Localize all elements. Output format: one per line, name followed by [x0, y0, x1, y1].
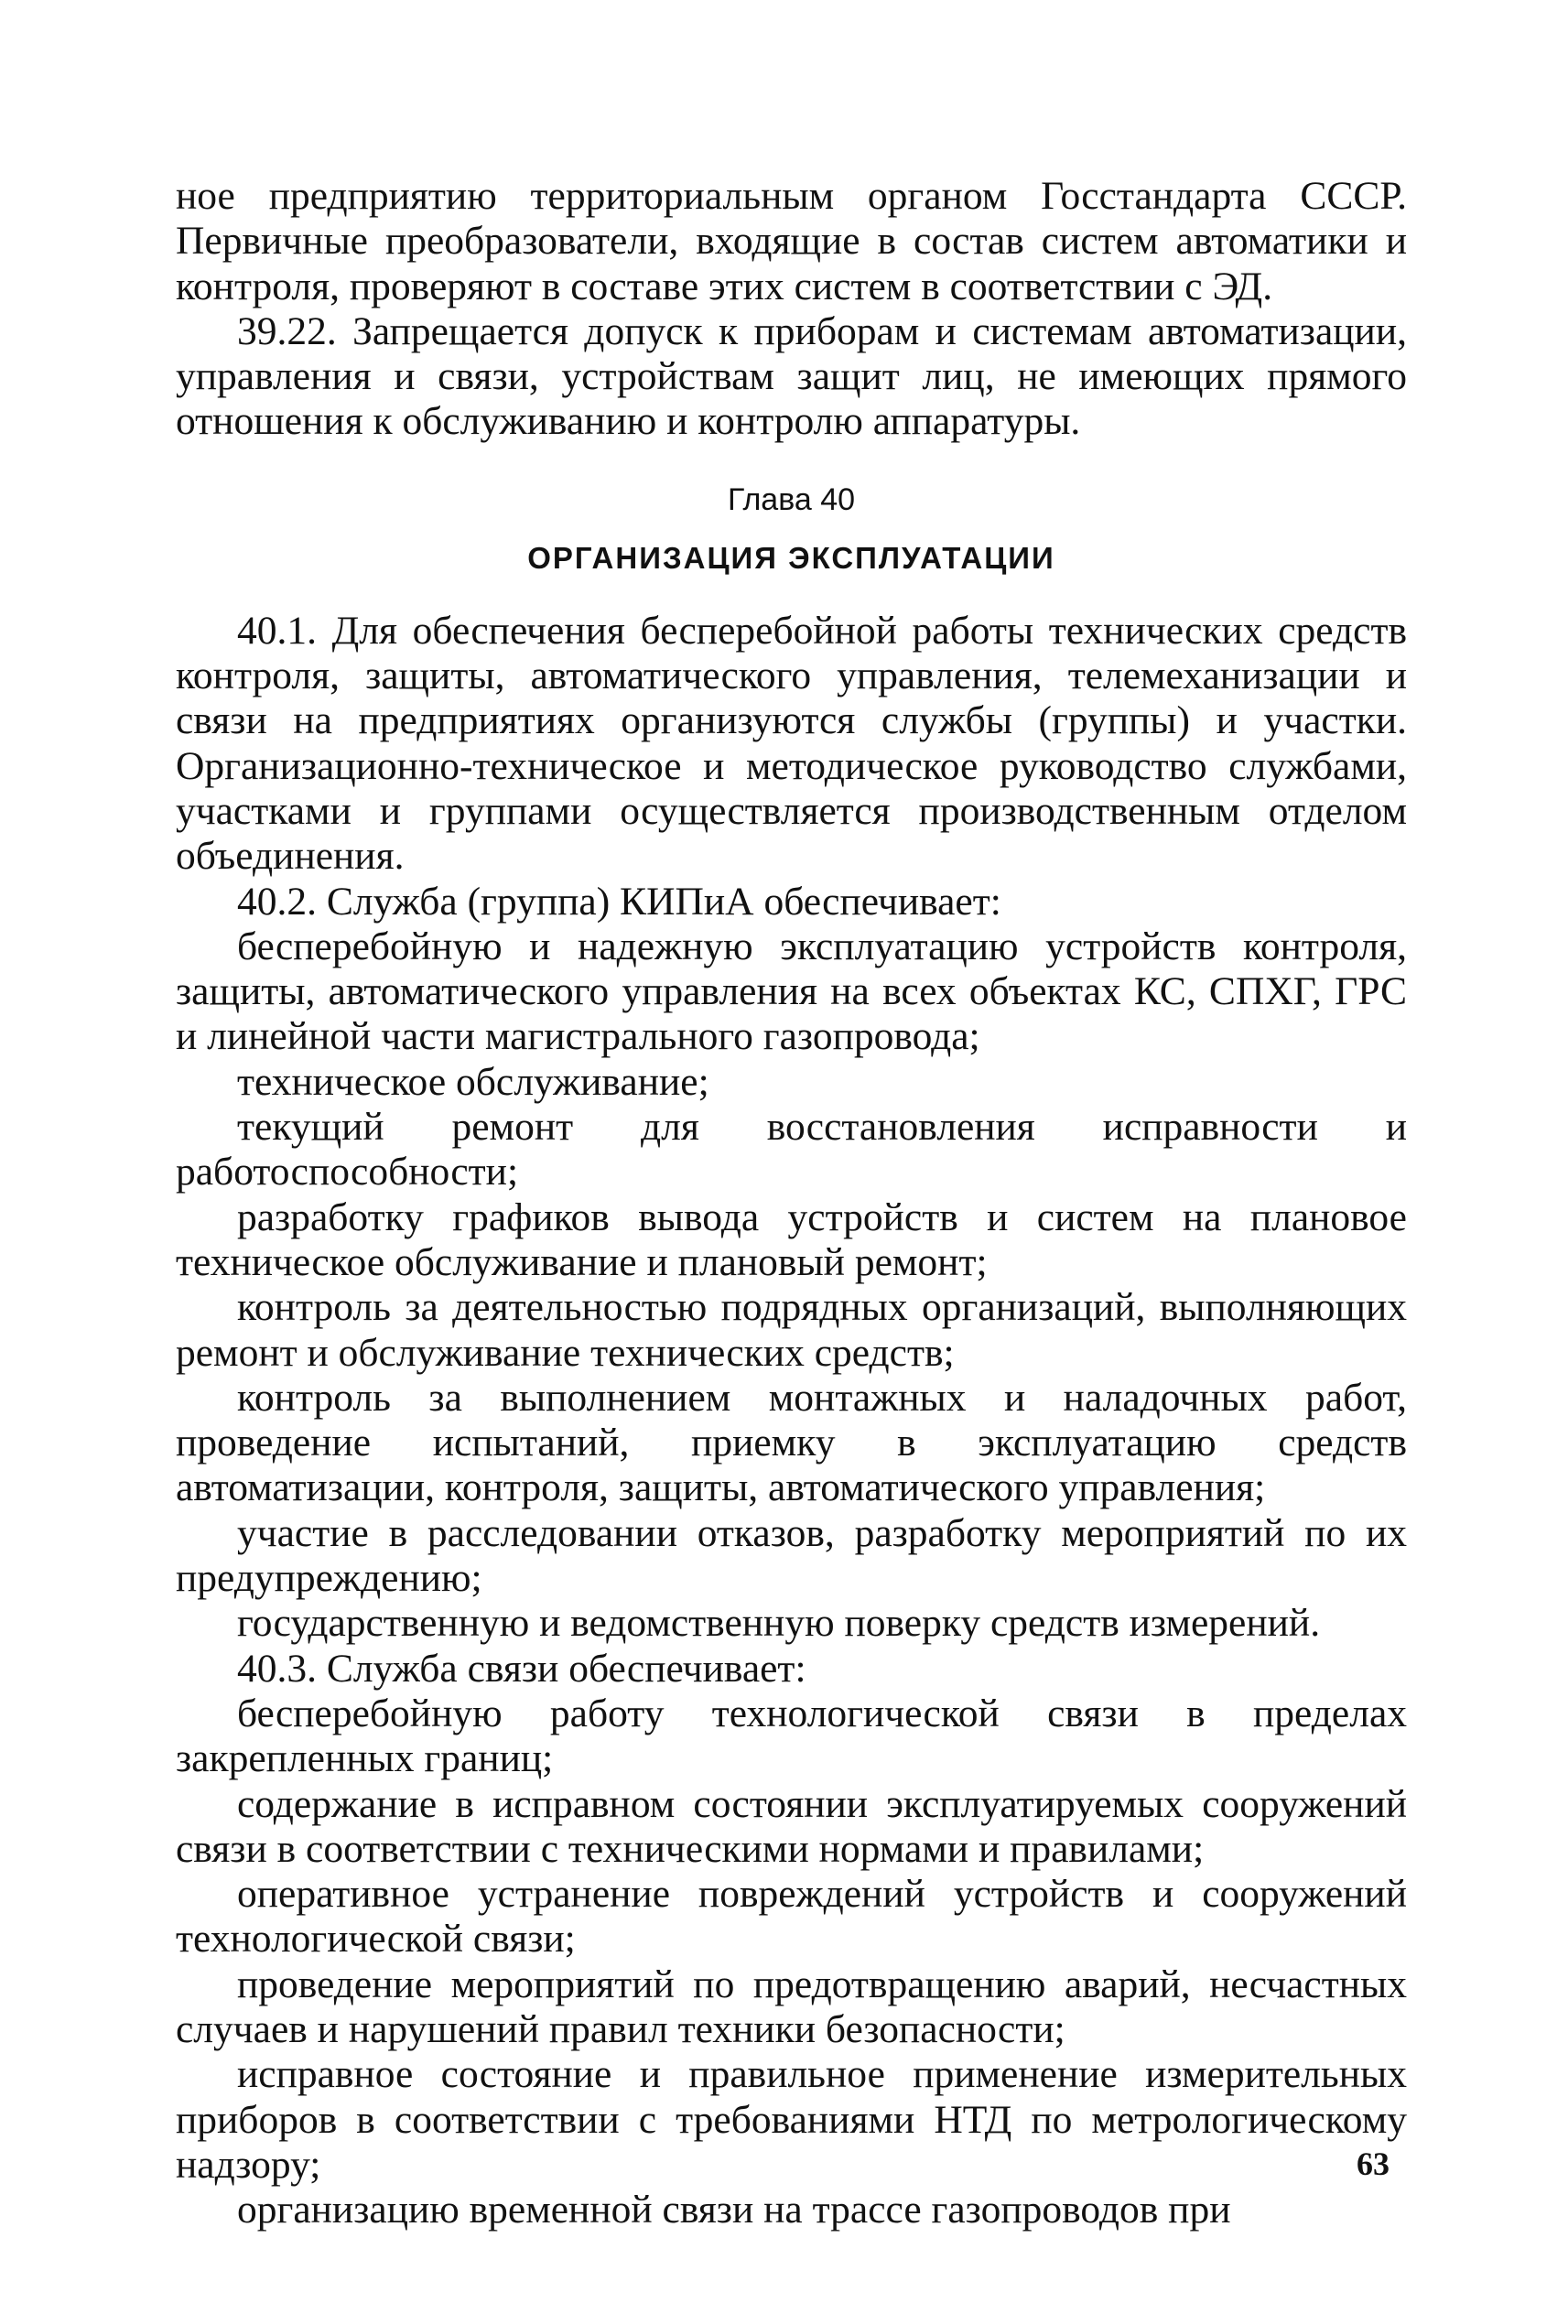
- paragraph-40-2: 40.2. Служба (группа) КИПиА обеспечивает:: [237, 879, 1001, 924]
- page-text: [176, 174, 1407, 2232]
- list-item: государственную и ведомственную поверку средств измерений.: [237, 1601, 1321, 1646]
- paragraph-39-22: 39.22. Запрещается допуск к приборам и системам автоматизации, управления и связи, устройствам защит лиц, не имеющих прямого отношения к обслуживанию и контролю аппаратуры.: [176, 308, 1407, 444]
- chapter-title: ОРГАНИЗАЦИЯ ЭКСПЛУАТАЦИИ: [527, 540, 1055, 575]
- list-item: участие в расследовании отказов, разработку мероприятий по их предупреждению;: [176, 1510, 1407, 1601]
- list-item: контроль за деятельностью подрядных организаций, выполняющих ремонт и обслуживание технических средств;: [176, 1285, 1407, 1375]
- list-item: исправное состояние и правильное применение измерительных приборов в соответствии с требованиями НТД по метрологическому надзору;: [176, 2052, 1407, 2187]
- paragraph-40-3: 40.3. Служба связи обеспечивает:: [237, 1646, 806, 1691]
- list-item: содержание в исправном состоянии эксплуатируемых сооружений связи в соответствии с техническими нормами и правилами;: [176, 1781, 1407, 1871]
- paragraph-40-1: 40.1. Для обеспечения бесперебойной работы технических средств контроля, защиты, автоматического управления, телемеханизации и связи на предприятиях организуются службы (группы) и участки. Организационно-техническое и методическое руководство службами, участками и группами осуществляется производственным отделом объединения.: [176, 608, 1407, 879]
- list-item: организацию временной связи на трассе газопроводов при: [237, 2188, 1231, 2232]
- list-item: контроль за выполнением монтажных и наладочных работ, проведение испытаний, приемку в эксплуатацию средств автоматизации, контроля, защиты, автоматического управления;: [176, 1375, 1407, 1510]
- list-item: бесперебойную и надежную эксплуатацию устройств контроля, защиты, автоматического управления на всех объектах КС, СПХГ, ГРС и линейной части магистрального газопровода;: [176, 924, 1407, 1059]
- list-item: техническое обслуживание;: [237, 1059, 709, 1104]
- list-item: проведение мероприятий по предотвращению аварий, несчастных случаев и нарушений правил техники безопасности;: [176, 1962, 1407, 2051]
- page-number: 63: [1357, 2146, 1390, 2182]
- list-item: текущий ремонт для восстановления исправности и работоспособности;: [176, 1105, 1407, 1194]
- list-item: бесперебойную работу технологической связи в пределах закрепленных границ;: [176, 1691, 1407, 1781]
- chapter-number: Глава 40: [727, 481, 856, 517]
- list-item: разработку графиков вывода устройств и систем на плановое техническое обслуживание и плановый ремонт;: [176, 1194, 1407, 1284]
- paragraph-top-1: ное предприятию территориальным органом Госстандарта СССР. Первичные преобразователи, входящие в состав систем автоматики и контроля, проверяют в составе этих систем в соответствии с ЭД.: [176, 174, 1407, 308]
- list-item: оперативное устранение повреждений устройств и сооружений технологической связи;: [176, 1872, 1407, 1962]
